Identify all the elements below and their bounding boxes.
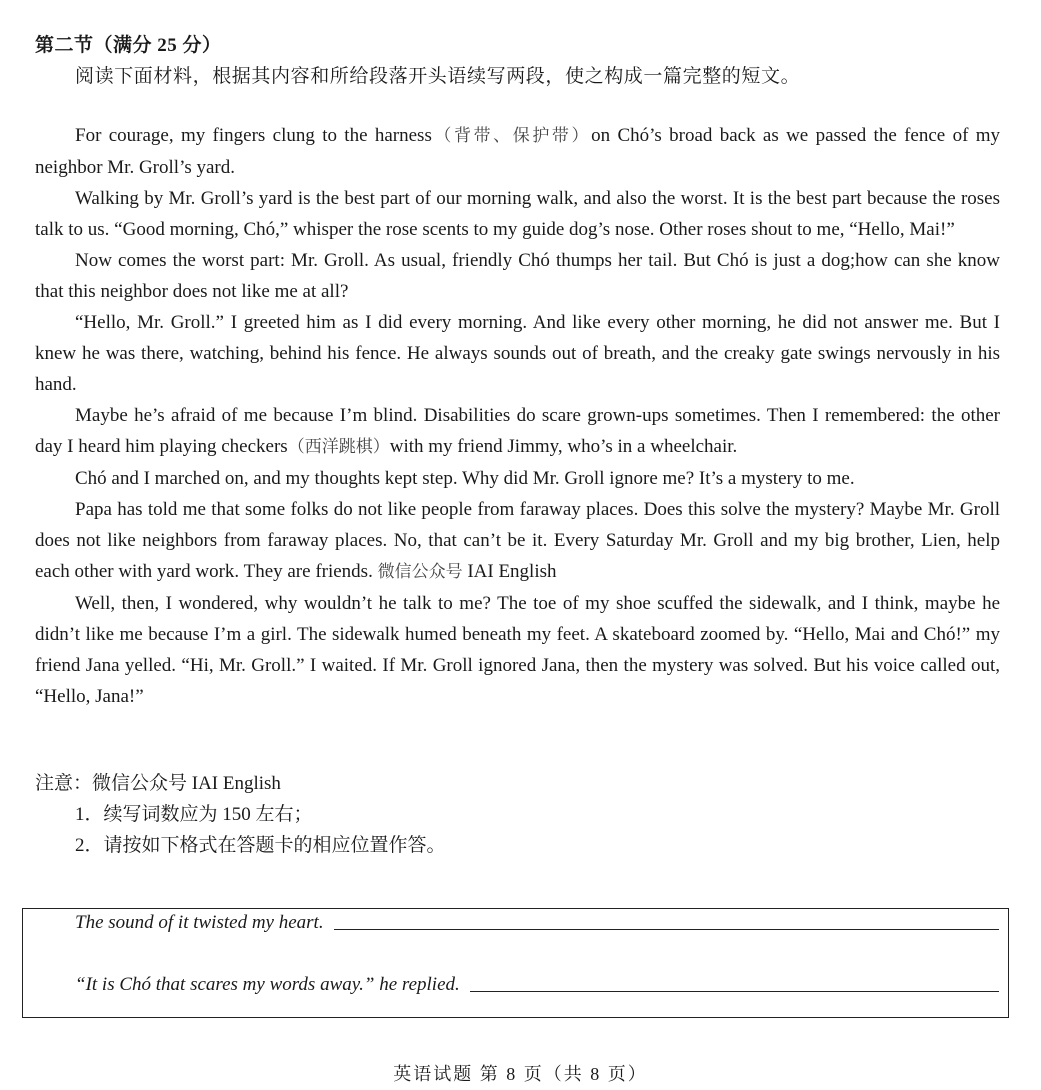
answer-line-2-blank[interactable]	[470, 991, 999, 992]
answer-line-2-prompt: “It is Chó that scares my words away.” he replied.	[75, 974, 460, 995]
answer-line-1	[75, 912, 999, 934]
paragraph-3: Now comes the worst part: Mr. Groll. As usual, friendly Chó thumps her tail. But Chó is just a dog;how can she know that this neighbor does not like me at all?	[35, 250, 1000, 302]
answer-box	[22, 908, 1009, 1018]
paragraph-2: Walking by Mr. Groll’s yard is the best part of our morning walk, and also the worst. It is the best part because the roses talk to us. “Good morning, Chó,” whisper the rose scents to my guide dog’s nose. Other roses shout to me, “Hello, Mai!”	[35, 188, 1000, 240]
paragraph-1-text-b: on Chó’s broad back as we passed the fence of my neighbor Mr. Groll’s yard.	[35, 125, 1001, 178]
paragraph-5	[35, 400, 1000, 463]
reading-passage	[35, 120, 1000, 712]
paragraph-8: Well, then, I wondered, why wouldn’t he talk to me? The toe of my shoe scuffed the sidewalk, and I think, maybe he didn’t like me because I’m a girl. The sidewalk humed beneath my feet. A skateboard zoomed by. “Hello, Mai and Chó!” my friend Jana yelled. “Hi, Mr. Groll.” I waited. If Mr. Groll ignored Jana, then the mystery was solved. But his voice called out, “Hello, Jana!”	[35, 593, 1000, 707]
paragraph-5-text-a: Maybe he’s afraid of me because I’m blind. Disabilities do scare grown-ups sometimes. Then I remembered: the other day I heard him playing checkers	[35, 405, 1000, 457]
paragraph-7-watermark-en: IAI English	[467, 561, 557, 582]
answer-line-2	[75, 974, 999, 996]
paragraph-7-watermark: 微信公众号	[377, 562, 463, 582]
page-footer: 英语试题 第 8 页（共 8 页）	[393, 1064, 648, 1084]
section-title: 第二节（满分 25 分）	[35, 35, 222, 56]
paragraph-5-gloss: （西洋跳棋）	[287, 437, 390, 457]
paragraph-7-text: Papa has told me that some folks do not like people from faraway places. Does this solve the mystery? Maybe Mr. Groll does not like neighbors from faraway places. No, that can’t be it. Every Saturday Mr. Groll and my big brother, Lien, help each other with yard work. They are friends.	[35, 499, 1000, 582]
paragraph-1-gloss: （背带、保护带）	[431, 126, 592, 146]
paragraph-5-text-b: with my friend Jimmy, who’s in a wheelchair.	[389, 436, 738, 457]
paragraph-7	[35, 494, 1000, 588]
notes-header: 注意：微信公众号 IAI English	[35, 773, 281, 794]
notes-section	[35, 768, 446, 861]
answer-line-1-blank[interactable]	[334, 929, 999, 930]
note-item-2: 2．请按如下格式在答题卡的相应位置作答。	[75, 835, 446, 856]
paragraph-1	[35, 120, 1000, 183]
note-item-1: 1．续写词数应为 150 左右；	[75, 804, 313, 825]
paragraph-4: “Hello, Mr. Groll.” I greeted him as I did every morning. And like every other morning, he did not answer me. But I knew he was there, watching, behind his fence. He always sounds out of breath, and the creaky gate swings nervously in his hand.	[35, 312, 1000, 395]
instruction-text: 阅读下面材料，根据其内容和所给段落开头语续写两段，使之构成一篇完整的短文。	[75, 66, 801, 87]
answer-line-1-prompt: The sound of it twisted my heart.	[75, 912, 324, 933]
paragraph-6: Chó and I marched on, and my thoughts kept step. Why did Mr. Groll ignore me? It’s a mystery to me.	[75, 468, 855, 489]
paragraph-1-text-a: For courage, my fingers clung to the harness	[75, 125, 432, 146]
